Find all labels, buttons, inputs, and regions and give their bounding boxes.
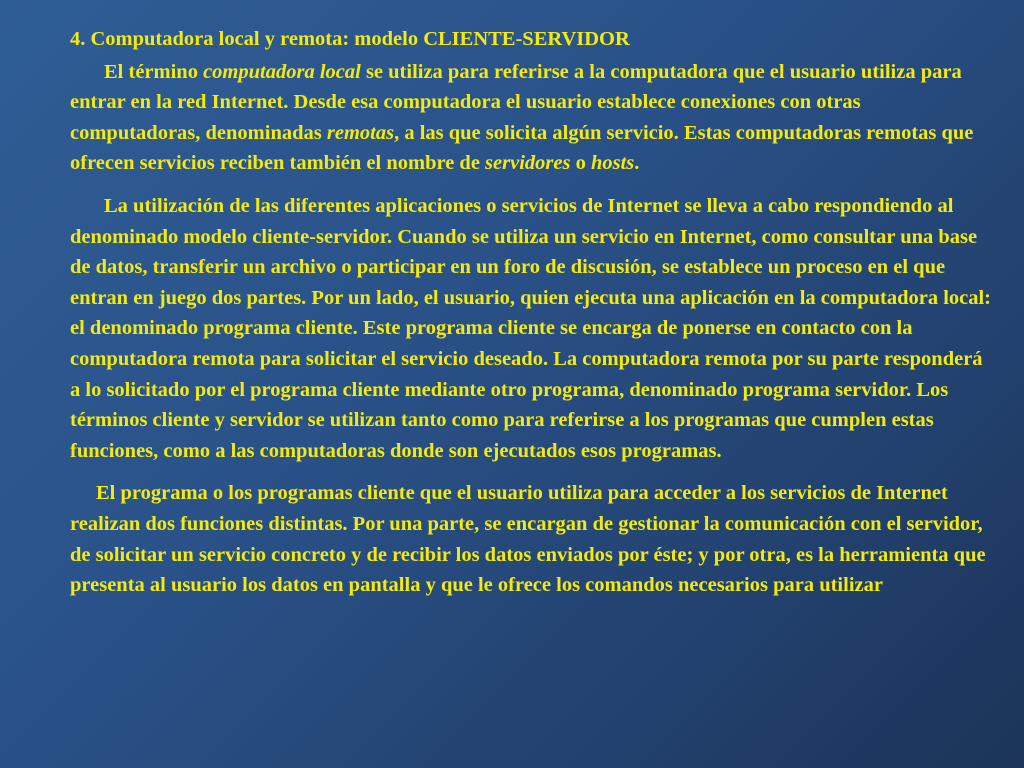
paragraph-text: , a las que solicita algún servicio. Estas computadoras remotas que ofrecen servicios reciben también el nombre de	[70, 121, 974, 175]
paragraph-text: se utiliza para referirse a la computadora que el usuario utiliza para entrar en la red Internet. Desde esa computadora el usuario establece conexiones con otras computadoras, denominadas	[70, 60, 962, 144]
slide-title: 4. Computadora local y remota: modelo CLIENTE-SERVIDOR	[70, 28, 630, 50]
paragraph-text: o	[570, 152, 591, 175]
term-servidores: servidores	[485, 152, 571, 175]
slide-content	[70, 24, 992, 613]
paragraph-text: El término	[104, 60, 204, 83]
paragraph-local-remote	[70, 57, 992, 179]
term-computadora-local: computadora local	[203, 60, 361, 83]
paragraph-client-server-model: La utilización de las diferentes aplicaciones o servicios de Internet se lleva a cabo respondiendo al denominado modelo cliente-servidor. Cuando se utiliza un servicio en Internet, como consultar una base de datos, transferir un archivo o participar en un foro de discusión, se establece un proceso en el que entran en juego dos partes. Por un lado, el usuario, quien ejecuta una aplicación en la computadora local: el denominado programa cliente. Este programa cliente se encarga de ponerse en contacto con la computadora remota para solicitar el servicio deseado. La computadora remota por su parte responderá a lo solicitado por el programa cliente mediante otro programa, denominado programa servidor. Los términos cliente y servidor se utilizan tanto como para referirse a los programas que cumplen estas funciones, como a las computadoras donde son ejecutados esos programas.	[70, 194, 992, 462]
paragraph-text: .	[634, 152, 640, 175]
paragraph-client-programs: El programa o los programas cliente que el usuario utiliza para acceder a los servicios de Internet realizan dos funciones distintas. Por una parte, se encargan de gestionar la comunicación con el servidor, de solicitar un servicio concreto y de recibir los datos enviados por éste; y por otra, es la herramienta que presenta al usuario los datos en pantalla y que le ofrece los comandos necesarios para utilizar	[70, 482, 986, 597]
term-remotas: remotas	[326, 121, 395, 144]
term-hosts: hosts	[590, 152, 635, 175]
